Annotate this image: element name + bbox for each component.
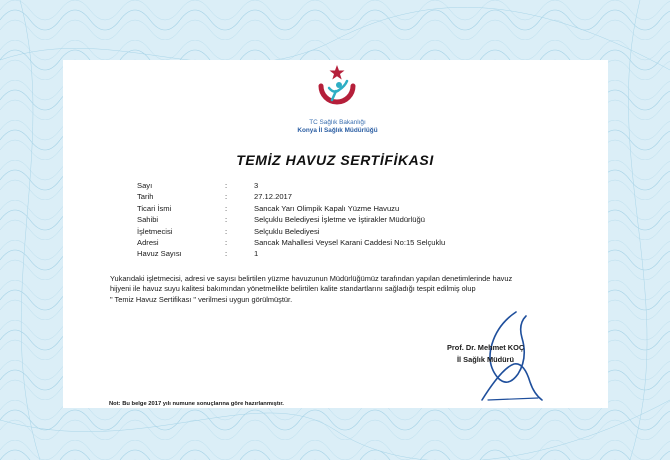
info-row-number	[137, 181, 497, 192]
field-label: Ticari İsmi	[137, 203, 172, 213]
statement-line: Yukarıdaki işletmecisi, adresi ve sayısı belirtilen yüzme havuzunun Müdürlüğümüz tarafından yapılan denetimlerinde havuz	[110, 274, 513, 283]
field-value: Sancak Yarı Olimpik Kapalı Yüzme Havuzu	[254, 203, 400, 213]
footnote: Not: Bu belge 2017 yılı numune sonuçlarına göre hazırlanmıştır.	[109, 401, 284, 407]
field-value: Selçuklu Belediyesi İşletme ve İştirakler Müdürlüğü	[254, 215, 425, 225]
field-label: Sahibi	[137, 215, 159, 225]
field-label: Adresi	[137, 237, 159, 247]
field-value: Selçuklu Belediyesi	[254, 226, 320, 236]
info-table	[137, 181, 497, 261]
info-row-pool-count	[137, 249, 497, 260]
field-value: 27.12.2017	[254, 192, 293, 202]
statement-line: " Temiz Havuz Sertifikası " verilmesi uygun görülmüştür.	[110, 294, 293, 304]
certificate-statement	[110, 274, 580, 305]
info-row-date	[137, 192, 497, 203]
info-row-trade-name	[137, 204, 497, 215]
field-separator: :	[225, 203, 228, 213]
statement-line: hijyeni ile havuz suyu kalitesi bakımından yönetmelikte belirtilen kalite standartlarını sağladığı tespit edilmiş olup	[110, 284, 476, 294]
field-value: 1	[254, 249, 259, 259]
signatory-title: İl Sağlık Müdürü	[457, 355, 515, 364]
info-row-address	[137, 238, 497, 249]
field-value: 3	[254, 181, 259, 190]
field-separator: :	[225, 249, 228, 259]
field-separator: :	[225, 181, 228, 190]
info-row-operator	[137, 227, 497, 238]
ministry-name: TC Sağlık Bakanlığı	[309, 119, 366, 126]
field-label: İşletmecisi	[137, 226, 173, 236]
field-value: Sancak Mahallesi Veysel Karani Caddesi No:15 Selçuklu	[254, 237, 446, 247]
info-row-owner	[137, 215, 497, 226]
field-separator: :	[225, 237, 228, 247]
directorate-name: Konya İl Sağlık Müdürlüğü	[297, 127, 378, 134]
signatory-name: Prof. Dr. Mehmet KOÇ	[447, 343, 525, 352]
field-label: Tarih	[137, 192, 154, 202]
certificate-title: TEMİZ HAVUZ SERTİFİKASI	[236, 152, 434, 168]
field-separator: :	[225, 215, 228, 225]
ministry-logo-icon	[315, 64, 359, 116]
field-separator: :	[225, 192, 228, 202]
field-label: Havuz Sayısı	[137, 249, 182, 259]
field-label: Sayı	[137, 181, 153, 190]
field-separator: :	[225, 226, 228, 236]
